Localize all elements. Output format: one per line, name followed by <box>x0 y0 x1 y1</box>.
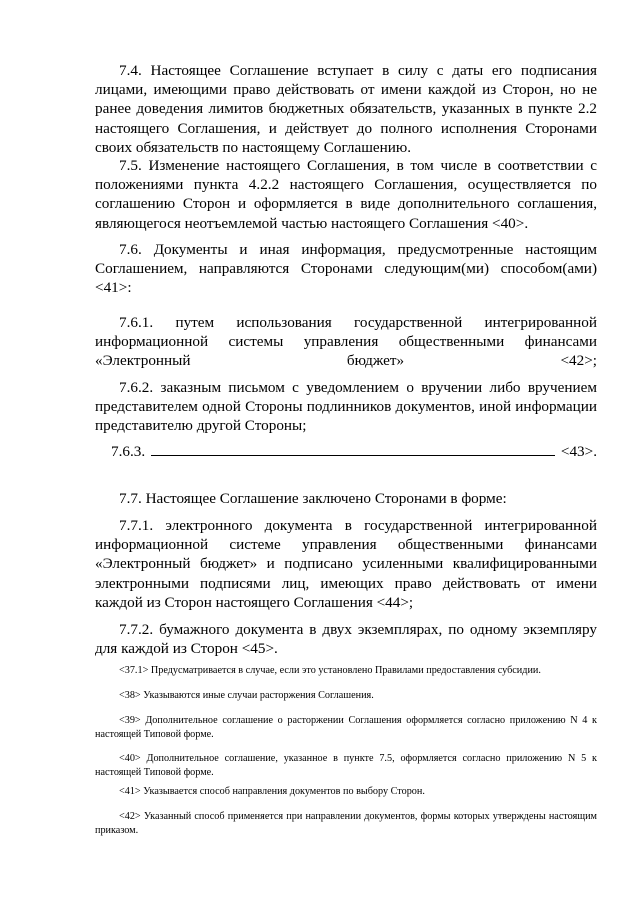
paragraph-7-6-2: 7.6.2. заказным письмом с уведомлением о вручении либо вручением представителем одной Стороны подлинников документов, иной информации представителю другой Стороны; <box>95 379 597 435</box>
paragraph-7-6: 7.6. Документы и иная информация, предусмотренные настоящим Соглашением, направляются Сторонами следующим(ми) способом(ами) <41>: <box>95 241 597 297</box>
footnote-41: <41> Указывается способ направления документов по выбору Сторон. <box>119 786 425 797</box>
footnote-40: <40> Дополнительное соглашение, указанное в пункте 7.5, оформляется согласно приложению N 5 к настоящей Типовой форме. <box>95 753 597 778</box>
footnote-42: <42> Указанный способ применяется при направлении документов, формы которых утверждены настоящим приказом. <box>95 811 597 836</box>
paragraph-7-4: 7.4. Настоящее Соглашение вступает в силу с даты его подписания лицами, имеющими право действовать от имени каждой из Сторон, но не ранее доведения лимитов бюджетных обязательств, указанных в пункте 2.2 настоящего Соглашения, и действует до полного исполнения Сторонами своих обязательств по настоящему Соглашению. <box>95 62 597 156</box>
item-number: 7.6.3. <box>111 443 146 460</box>
paragraph-7-5: 7.5. Изменение настоящего Соглашения, в том числе в соответствии с положениями пункта 4.2.2 настоящего Соглашения, осуществляется по соглашению Сторон и оформляется в виде дополнительного соглашения, являющегося неотъемлемой частью настоящего Соглашения <40>. <box>95 157 597 232</box>
footnote-38: <38> Указываются иные случаи расторжения Соглашения. <box>119 690 374 701</box>
fill-in-blank-line <box>151 441 555 456</box>
footnote-reference: <43>. <box>560 443 597 460</box>
paragraph-7-7-2: 7.7.2. бумажного документа в двух экземплярах, по одному экземпляру для каждой из Сторон <45>. <box>95 621 597 658</box>
paragraph-7-7: 7.7. Настоящее Соглашение заключено Сторонами в форме: <box>119 490 507 507</box>
footnote-37-1: <37.1> Предусматривается в случае, если это установлено Правилами предоставления субсидии. <box>119 665 541 676</box>
paragraph-7-6-3 <box>95 441 597 461</box>
footnote-39: <39> Дополнительное соглашение о расторжении Соглашения оформляется согласно приложению N 4 к настоящей Типовой форме. <box>95 715 597 740</box>
paragraph-7-6-1: 7.6.1. путем использования государственной интегрированной информационной системы управления общественными финансами «Электронный бюджет» <42>; <box>95 314 597 370</box>
paragraph-7-7-1: 7.7.1. электронного документа в государственной интегрированной информационной системе управления общественными финансами «Электронный бюджет» и подписано усиленными квалифицированными электронными подписями лиц, имеющих право действовать от имени каждой из Сторон настоящего Соглашения <44>; <box>95 517 597 611</box>
